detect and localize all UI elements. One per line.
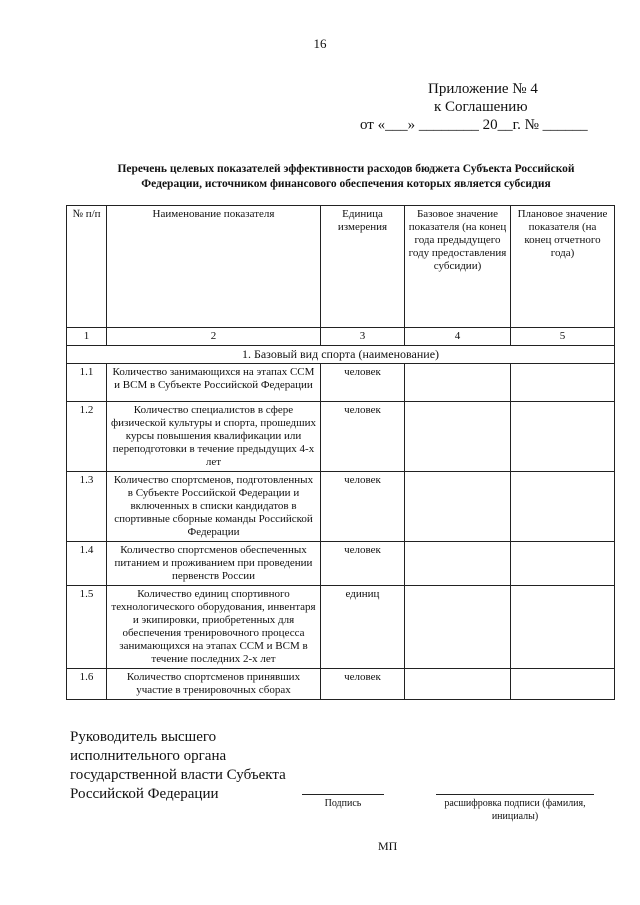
table-row [67, 364, 615, 402]
header-base-value: Базовое значение показателя (на конец года предыдущего году предоставления субсидии) [405, 206, 511, 328]
row-number: 1.1 [67, 364, 107, 402]
indicators-table [66, 205, 615, 700]
row-unit: человек [321, 542, 405, 586]
header-indicator-name: Наименование показателя [107, 206, 321, 328]
appendix-header [360, 80, 610, 134]
column-number: 2 [107, 328, 321, 346]
header-number: № п/п [67, 206, 107, 328]
row-plan-value [511, 472, 615, 542]
header-plan-value: Плановое значение показателя (на конец отчетного года) [511, 206, 615, 328]
section-title: 1. Базовый вид спорта (наименование) [67, 346, 615, 364]
stamp-placeholder: МП [378, 839, 398, 853]
row-indicator-name: Количество спортсменов обеспеченных питанием и проживанием при проведении первенств России [107, 542, 321, 586]
column-number: 3 [321, 328, 405, 346]
table-row [67, 472, 615, 542]
document-title: Перечень целевых показателей эффективности расходов бюджета Субъекта Российской Федерации, источником финансового обеспечения которых является субсидия [117, 163, 575, 190]
row-indicator-name: Количество специалистов в сфере физической культуры и спорта, прошедших курсы повышения квалификации или переподготовки в течение предыдущих 4-х лет [107, 402, 321, 472]
row-indicator-name: Количество единиц спортивного технологического оборудования, инвентаря и экипировки, приобретенных для обеспечения тренировочного процесса занимающихся на этапах ССМ и ВСМ в течение последних 2-х лет [107, 586, 321, 669]
row-plan-value [511, 669, 615, 700]
signature-line [302, 794, 384, 795]
column-numbers-row [67, 328, 615, 346]
row-base-value [405, 364, 511, 402]
signature-caption: Подпись [324, 798, 362, 809]
decoding-line [436, 794, 594, 795]
appendix-agreement: к Соглашению [434, 99, 528, 115]
row-plan-value [511, 542, 615, 586]
row-number: 1.5 [67, 586, 107, 669]
decoding-caption: расшифровка подписи (фамилия, инициалы) [444, 798, 586, 822]
row-unit: человек [321, 364, 405, 402]
column-number: 1 [67, 328, 107, 346]
row-plan-value [511, 402, 615, 472]
appendix-number: Приложение № 4 [428, 81, 538, 97]
row-indicator-name: Количество спортсменов принявших участие в тренировочных сборах [107, 669, 321, 700]
row-number: 1.2 [67, 402, 107, 472]
row-base-value [405, 542, 511, 586]
row-number: 1.6 [67, 669, 107, 700]
row-plan-value [511, 364, 615, 402]
table-row [67, 402, 615, 472]
row-indicator-name: Количество спортсменов, подготовленных в Субъекте Российской Федерации и включенных в списки кандидатов в спортивные сборные команды Российской Федерации [107, 472, 321, 542]
column-number: 5 [511, 328, 615, 346]
row-base-value [405, 402, 511, 472]
row-indicator-name: Количество занимающихся на этапах ССМ и ВСМ в Субъекте Российской Федерации [107, 364, 321, 402]
page-number: 16 [313, 36, 327, 51]
row-base-value [405, 669, 511, 700]
row-base-value [405, 586, 511, 669]
row-plan-value [511, 586, 615, 669]
table-header-row [67, 206, 615, 328]
table-row [67, 669, 615, 700]
appendix-date-number: от «___» ________ 20__г. № ______ [360, 117, 588, 133]
table-row [67, 542, 615, 586]
section-row [67, 346, 615, 364]
table-row [67, 586, 615, 669]
column-number: 4 [405, 328, 511, 346]
row-unit: человек [321, 402, 405, 472]
row-unit: человек [321, 472, 405, 542]
row-number: 1.4 [67, 542, 107, 586]
row-unit: единиц [321, 586, 405, 669]
signatory-title: Руководитель высшего исполнительного органа государственной власти Субъекта Российской Федерации [70, 729, 286, 802]
row-unit: человек [321, 669, 405, 700]
row-base-value [405, 472, 511, 542]
row-number: 1.3 [67, 472, 107, 542]
header-unit: Единица измерения [321, 206, 405, 328]
